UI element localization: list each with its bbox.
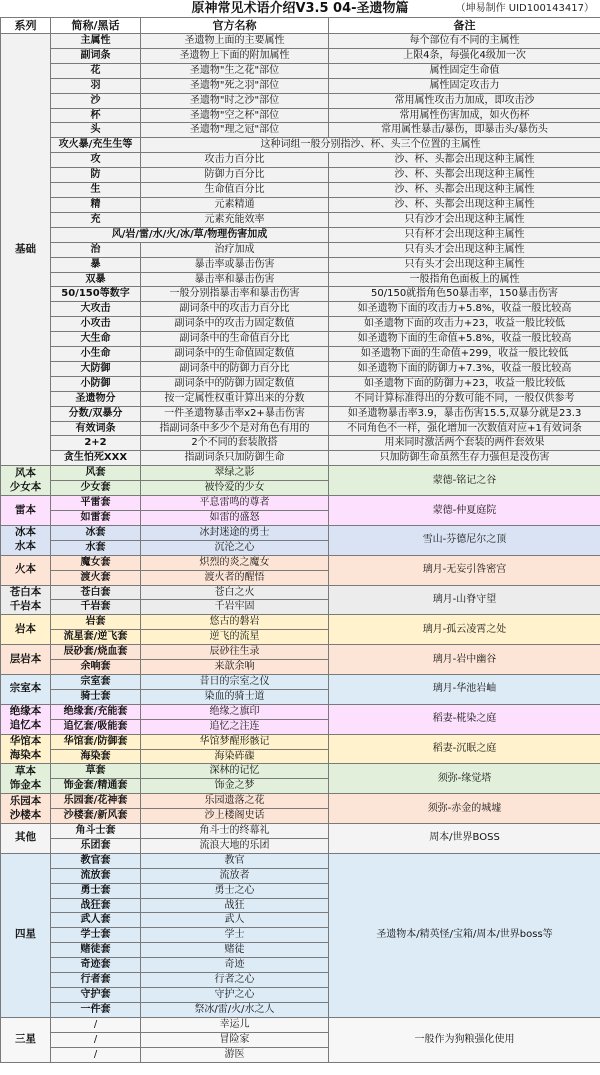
domain-location-cell: 璃月-华池岩岫 (329, 674, 600, 704)
table-row (1, 436, 600, 451)
series-cell (1, 525, 51, 555)
set-official-name-cell: 追忆之注连 (141, 719, 329, 734)
set-short-name-cell: 辰砂套/烧血套 (51, 645, 141, 660)
table-row (1, 48, 600, 63)
official-name-cell: 副词条中的攻击力百分比 (141, 302, 329, 317)
official-name-cell: 元素精通 (141, 197, 329, 212)
official-name-cell: 圣遗物"理之冠"部位 (141, 123, 329, 138)
series-label: 火本 (15, 563, 36, 576)
note-cell: 不同计算标准得出的分数可能不同，一般仅供参考 (329, 391, 600, 406)
set-short-name-cell: 水套 (51, 540, 141, 555)
note-cell: 如圣遗物下面的防御力+7.3%，收益一般比较高 (329, 361, 600, 376)
series-cell (1, 615, 51, 645)
set-short-name-cell: 海染套 (51, 749, 141, 764)
set-short-name-cell: 苍白套 (51, 585, 141, 600)
table-row (1, 212, 600, 227)
table-row (1, 704, 600, 719)
set-official-name-cell: 游医 (141, 1047, 329, 1062)
series-label: 沙楼本 (9, 808, 42, 821)
official-name-cell: 暴击率或暴击伤害 (141, 257, 329, 272)
merged-description-cell: 这种词组一般分别指沙、杯、头三个位置的主属性 (141, 138, 600, 153)
set-official-name-cell: 渡火者的醒悟 (141, 570, 329, 585)
set-short-name-cell: / (51, 1032, 141, 1047)
series-cell (1, 466, 51, 496)
author-credit: （坤易制作 UID100143417） (455, 3, 594, 14)
set-short-name-cell: 饰金套/精通套 (51, 779, 141, 794)
term-cell: 大攻击 (51, 302, 141, 317)
set-official-name-cell: 苍白之火 (141, 585, 329, 600)
term-cell: 2+2 (51, 436, 141, 451)
set-official-name-cell: 流放者 (141, 868, 329, 883)
domain-location-cell: 璃月-岩中幽谷 (329, 645, 600, 675)
series-label: 雷本 (15, 503, 36, 516)
table-row (1, 645, 600, 660)
term-cell: 风/岩/雷/水/火/冰/草/物理伤害加成 (51, 227, 329, 242)
term-cell: 羽 (51, 78, 141, 93)
official-name-cell: 圣遗物"时之沙"部位 (141, 93, 329, 108)
official-name-cell: 圣遗物"生之花"部位 (141, 63, 329, 78)
set-official-name-cell: 逆飞的流星 (141, 630, 329, 645)
series-cell (1, 734, 51, 764)
source-note-cell: 圣遗物本/精英怪/宝箱/周本/世界boss等 (329, 853, 600, 1017)
set-short-name-cell: 余响套 (51, 660, 141, 675)
set-official-name-cell: 乐园遗落之花 (141, 794, 329, 809)
set-official-name-cell: 战狂 (141, 898, 329, 913)
set-official-name-cell: 翠绿之影 (141, 466, 329, 481)
set-short-name-cell: 武人套 (51, 913, 141, 928)
set-short-name-cell: 如雷套 (51, 511, 141, 526)
official-name-cell: 生命值百分比 (141, 183, 329, 198)
note-cell: 常用属性伤害加成，如火伤杯 (329, 108, 600, 123)
set-official-name-cell: 平息雷鸣的尊者 (141, 496, 329, 511)
term-cell: 花 (51, 63, 141, 78)
term-cell: 小生命 (51, 347, 141, 362)
set-official-name-cell: 祭冰/雷/火/水之人 (141, 1002, 329, 1017)
official-name-cell: 圣遗物上下面的附加属性 (141, 48, 329, 63)
table-row (1, 525, 600, 540)
column-header-short: 简称/黑话 (51, 18, 141, 34)
table-row (1, 824, 600, 839)
table-row (1, 197, 600, 212)
note-cell: 只有头才会出现这种主属性 (329, 257, 600, 272)
table-row (1, 496, 600, 511)
series-label: 水本 (15, 540, 36, 553)
set-official-name-cell: 武人 (141, 913, 329, 928)
set-official-name-cell: 行者之心 (141, 973, 329, 988)
set-official-name-cell: 教官 (141, 853, 329, 868)
table-row (1, 764, 600, 779)
official-name-cell: 圣遗物"空之杯"部位 (141, 108, 329, 123)
set-short-name-cell: 魔女套 (51, 555, 141, 570)
term-cell: 小攻击 (51, 317, 141, 332)
set-short-name-cell: 渡火套 (51, 570, 141, 585)
note-cell: 每个部位有不同的主属性 (329, 34, 600, 49)
term-cell: 攻火暴/充生生等 (51, 138, 141, 153)
set-short-name-cell: 角斗士套 (51, 824, 141, 839)
term-cell: 有效词条 (51, 421, 141, 436)
domain-location-cell: 周本/世界BOSS (329, 824, 600, 854)
table-row (1, 361, 600, 376)
official-name-cell: 一般分别指暴击率和暴击伤害 (141, 287, 329, 302)
table-row (1, 615, 600, 630)
table-row (1, 555, 600, 570)
official-name-cell: 元素充能效率 (141, 212, 329, 227)
table-row (1, 734, 600, 749)
table-row (1, 421, 600, 436)
domain-location-cell: 蒙德-仲夏庭院 (329, 496, 600, 526)
set-official-name-cell: 冒险家 (141, 1032, 329, 1047)
note-cell: 沙、杯、头都会出现这种主属性 (329, 197, 600, 212)
set-short-name-cell: 行者套 (51, 973, 141, 988)
domain-location-cell: 稻妻-沉眠之庭 (329, 734, 600, 764)
term-cell: 双暴 (51, 272, 141, 287)
series-label: 宗室本 (9, 682, 42, 695)
set-short-name-cell: 平雷套 (51, 496, 141, 511)
set-official-name-cell: 角斗士的终幕礼 (141, 824, 329, 839)
set-short-name-cell: 千岩套 (51, 600, 141, 615)
official-name-cell: 副词条中的生命值百分比 (141, 332, 329, 347)
series-cell: 四星 (1, 853, 51, 1017)
series-cell: 基础 (1, 34, 51, 466)
note-cell: 常用属性攻击力加成，即攻击沙 (329, 93, 600, 108)
table-row (1, 853, 600, 868)
set-short-name-cell: 骑士套 (51, 689, 141, 704)
official-name-cell: 圣遗物"死之羽"部位 (141, 78, 329, 93)
term-cell: 50/150等数字 (51, 287, 141, 302)
official-name-cell: 暴击率和暴击伤害 (141, 272, 329, 287)
series-label: 少女本 (9, 480, 42, 493)
term-cell: 小防御 (51, 376, 141, 391)
set-official-name-cell: 如雷的盛怒 (141, 511, 329, 526)
table-row (1, 183, 600, 198)
table-row (1, 794, 600, 809)
set-official-name-cell: 沉沦之心 (141, 540, 329, 555)
set-short-name-cell: 绝缘套/充能套 (51, 704, 141, 719)
set-official-name-cell: 昔日的宗室之仪 (141, 674, 329, 689)
table-row (1, 108, 600, 123)
series-label: 饰金本 (9, 778, 42, 791)
term-cell: 精 (51, 197, 141, 212)
table-row (1, 34, 600, 49)
set-official-name-cell: 守护之心 (141, 988, 329, 1003)
set-short-name-cell: 奇迹套 (51, 958, 141, 973)
official-name-cell: 指副词条中多少个是对角色有用的 (141, 421, 329, 436)
set-official-name-cell: 千岩牢固 (141, 600, 329, 615)
note-cell: 如圣遗物下面的生命值+299，收益一般比较低 (329, 347, 600, 362)
set-official-name-cell: 被怜爱的少女 (141, 481, 329, 496)
official-name-cell: 2个不同的套装散搭 (141, 436, 329, 451)
note-cell: 属性固定攻击力 (329, 78, 600, 93)
set-short-name-cell: 华馆套/防御套 (51, 734, 141, 749)
note-cell: 上限4条，每强化4级加一次 (329, 48, 600, 63)
table-header-row (1, 18, 600, 34)
note-cell: 常用属性暴击/暴伤，即暴击头/暴伤头 (329, 123, 600, 138)
official-name-cell: 圣遗物上面的主要属性 (141, 34, 329, 49)
page-title: 原神常见术语介绍V3.5 04-圣遗物篇 (191, 1, 409, 16)
domain-location-cell: 雪山-芬德尼尔之顶 (329, 525, 600, 555)
note-cell: 沙、杯、头都会出现这种主属性 (329, 183, 600, 198)
series-label: 绝缘本 (9, 705, 42, 718)
set-short-name-cell: / (51, 1017, 141, 1032)
table-row (1, 123, 600, 138)
note-cell: 只有头才会出现这种主属性 (329, 242, 600, 257)
note-cell: 如圣遗物下面的生命值+5.8%，收益一般比较高 (329, 332, 600, 347)
set-short-name-cell: 少女套 (51, 481, 141, 496)
term-cell: 沙 (51, 93, 141, 108)
table-row (1, 585, 600, 600)
series-label: 冰本 (15, 526, 36, 539)
term-cell: 贪生怕死XXX (51, 451, 141, 466)
series-label: 岩本 (15, 622, 36, 635)
series-cell (1, 585, 51, 615)
set-official-name-cell: 冰封迷途的勇士 (141, 525, 329, 540)
table-body (1, 34, 600, 1063)
note-cell: 50/150就指角色50暴击率，150暴击伤害 (329, 287, 600, 302)
domain-location-cell: 须弥-赤金的城墟 (329, 794, 600, 824)
note-cell: 如圣遗物下面的防御力+23，收益一般比较低 (329, 376, 600, 391)
table-row (1, 302, 600, 317)
table-row (1, 153, 600, 168)
series-cell (1, 704, 51, 734)
term-cell: 大防御 (51, 361, 141, 376)
table-row (1, 376, 600, 391)
set-official-name-cell: 幸运儿 (141, 1017, 329, 1032)
set-short-name-cell: 追忆套/吸能套 (51, 719, 141, 734)
term-cell: 分数/双暴分 (51, 406, 141, 421)
term-cell: 头 (51, 123, 141, 138)
column-header-official: 官方名称 (141, 18, 329, 34)
note-cell: 如圣遗物下面的攻击力+23，收益一般比较低 (329, 317, 600, 332)
domain-location-cell: 璃月-山脊守望 (329, 585, 600, 615)
table-row (1, 406, 600, 421)
table-row (1, 287, 600, 302)
term-cell: 攻 (51, 153, 141, 168)
series-label: 乐园本 (9, 794, 42, 807)
set-short-name-cell: 勇士套 (51, 883, 141, 898)
set-short-name-cell: 流放套 (51, 868, 141, 883)
series-label: 华馆本 (9, 735, 42, 748)
domain-location-cell: 稻妻-椛染之庭 (329, 704, 600, 734)
table-row (1, 242, 600, 257)
domain-location-cell: 璃月-无妄引咎密宫 (329, 555, 600, 585)
note-cell: 不同角色不一样，强化增加一次数值对应+1有效词条 (329, 421, 600, 436)
official-name-cell: 攻击力百分比 (141, 153, 329, 168)
set-official-name-cell: 悠古的磐岩 (141, 615, 329, 630)
table-row (1, 466, 600, 481)
set-short-name-cell: 草套 (51, 764, 141, 779)
term-cell: 主属性 (51, 34, 141, 49)
table-row (1, 391, 600, 406)
series-cell (1, 645, 51, 675)
note-cell: 一般指角色面板上的属性 (329, 272, 600, 287)
set-official-name-cell: 流浪大地的乐团 (141, 838, 329, 853)
set-short-name-cell: 乐团套 (51, 838, 141, 853)
series-cell (1, 794, 51, 824)
table-row (1, 227, 600, 242)
note-cell: 只有沙才会出现这种主属性 (329, 212, 600, 227)
series-label: 风本 (15, 466, 36, 479)
series-label: 苍白本 (9, 586, 42, 599)
series-cell (1, 555, 51, 585)
note-cell: 沙、杯、头都会出现这种主属性 (329, 168, 600, 183)
set-official-name-cell: 染血的骑士道 (141, 689, 329, 704)
note-cell: 属性固定生命值 (329, 63, 600, 78)
table-row (1, 257, 600, 272)
domain-location-cell: 蒙德-铭记之谷 (329, 466, 600, 496)
note-cell: 如圣遗物下面的攻击力+5.8%，收益一般比较高 (329, 302, 600, 317)
set-short-name-cell: 乐园套/花神套 (51, 794, 141, 809)
table-row (1, 93, 600, 108)
series-cell (1, 764, 51, 794)
column-header-series: 系列 (1, 18, 51, 34)
term-cell: 副词条 (51, 48, 141, 63)
table-row (1, 78, 600, 93)
official-name-cell: 副词条中的生命值固定数值 (141, 347, 329, 362)
series-cell (1, 674, 51, 704)
set-short-name-cell: 流星套/逆飞套 (51, 630, 141, 645)
set-official-name-cell: 勇士之心 (141, 883, 329, 898)
official-name-cell: 副词条中的攻击力固定数值 (141, 317, 329, 332)
set-official-name-cell: 炽烈的炎之魔女 (141, 555, 329, 570)
set-short-name-cell: 战狂套 (51, 898, 141, 913)
set-official-name-cell: 饰金之梦 (141, 779, 329, 794)
term-cell: 圣遗物分 (51, 391, 141, 406)
series-label: 追忆本 (9, 719, 42, 732)
set-official-name-cell: 沙上楼阁史话 (141, 809, 329, 824)
set-official-name-cell: 华馆梦醒形骸记 (141, 734, 329, 749)
table-row (1, 138, 600, 153)
note-cell: 只加防御生命虽然生存力强但是没伤害 (329, 451, 600, 466)
set-official-name-cell: 海染砗磲 (141, 749, 329, 764)
table-row (1, 168, 600, 183)
series-cell (1, 824, 51, 854)
table-row (1, 63, 600, 78)
table-row (1, 332, 600, 347)
title-bar (0, 0, 600, 17)
official-name-cell: 按一定属性权重计算出来的分数 (141, 391, 329, 406)
official-name-cell: 防御力百分比 (141, 168, 329, 183)
table-row (1, 272, 600, 287)
usage-note-cell: 一般作为狗粮强化使用 (329, 1017, 600, 1062)
note-cell: 沙、杯、头都会出现这种主属性 (329, 153, 600, 168)
series-cell (1, 496, 51, 526)
term-cell: 生 (51, 183, 141, 198)
set-official-name-cell: 绝缘之旗印 (141, 704, 329, 719)
set-short-name-cell: 岩套 (51, 615, 141, 630)
set-short-name-cell: 冰套 (51, 525, 141, 540)
note-cell: 只有杯才会出现这种主属性 (329, 227, 600, 242)
set-short-name-cell: 教官套 (51, 853, 141, 868)
set-short-name-cell: 沙楼套/新风套 (51, 809, 141, 824)
series-label: 千岩本 (9, 599, 42, 612)
table-row (1, 674, 600, 689)
table-row (1, 347, 600, 362)
set-official-name-cell: 奇迹 (141, 958, 329, 973)
official-name-cell: 一件圣遗物暴击率x2+暴击伤害 (141, 406, 329, 421)
artifact-terms-table (0, 17, 600, 1063)
domain-location-cell: 须弥-缘觉塔 (329, 764, 600, 794)
official-name-cell: 指副词条只加防御生命 (141, 451, 329, 466)
term-cell: 大生命 (51, 332, 141, 347)
set-short-name-cell: 宗室套 (51, 674, 141, 689)
series-cell: 三星 (1, 1017, 51, 1062)
term-cell: 杯 (51, 108, 141, 123)
term-cell: 暴 (51, 257, 141, 272)
series-label: 层岩本 (9, 652, 42, 665)
set-official-name-cell: 辰砂往生录 (141, 645, 329, 660)
set-official-name-cell: 深林的记忆 (141, 764, 329, 779)
series-label: 其他 (15, 831, 36, 844)
set-official-name-cell: 学士 (141, 928, 329, 943)
domain-location-cell: 璃月-孤云凌霄之处 (329, 615, 600, 645)
series-label: 海染本 (9, 749, 42, 761)
set-short-name-cell: 学士套 (51, 928, 141, 943)
table-row (1, 317, 600, 332)
set-official-name-cell: 赌徒 (141, 943, 329, 958)
set-short-name-cell: 守护套 (51, 988, 141, 1003)
official-name-cell: 治疗加成 (141, 242, 329, 257)
term-cell: 防 (51, 168, 141, 183)
set-short-name-cell: 赌徒套 (51, 943, 141, 958)
set-short-name-cell: 风套 (51, 466, 141, 481)
term-cell: 治 (51, 242, 141, 257)
term-cell: 充 (51, 212, 141, 227)
table-row (1, 451, 600, 466)
table-row (1, 1017, 600, 1032)
series-label: 草本 (15, 764, 36, 777)
set-short-name-cell: / (51, 1047, 141, 1062)
official-name-cell: 副词条中的防御力固定数值 (141, 376, 329, 391)
note-cell: 用来同时激活两个套装的两件套效果 (329, 436, 600, 451)
set-official-name-cell: 来歆余响 (141, 660, 329, 675)
set-short-name-cell: 一件套 (51, 1002, 141, 1017)
column-header-note: 备注 (329, 18, 600, 34)
note-cell: 如圣遗物暴击率3.9，暴击伤害15.5,双暴分就是23.3 (329, 406, 600, 421)
official-name-cell: 副词条中的防御力百分比 (141, 361, 329, 376)
